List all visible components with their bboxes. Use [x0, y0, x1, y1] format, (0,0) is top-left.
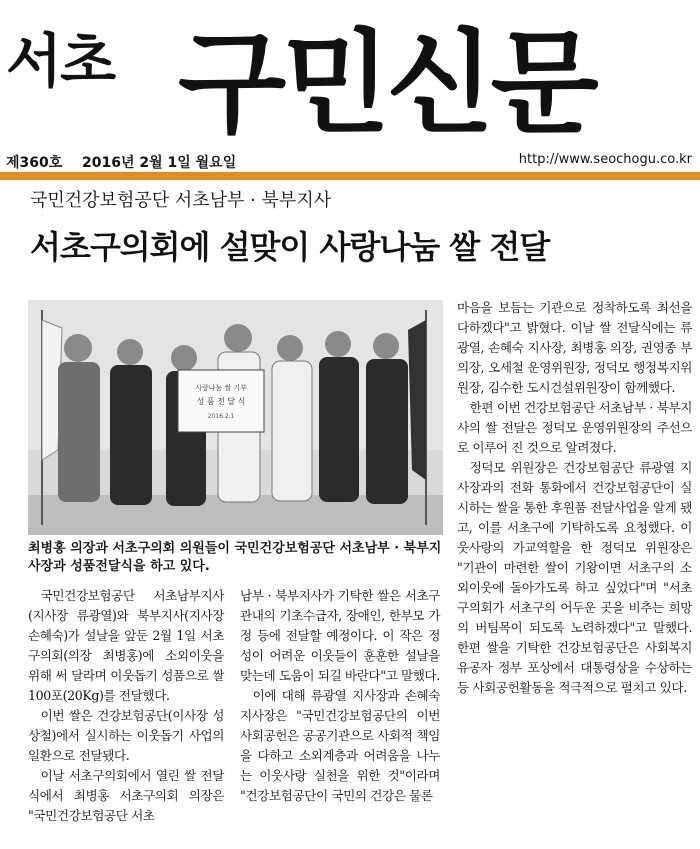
site-url[interactable]: http://www.seochogu.co.kr: [518, 152, 692, 167]
article-column-3: [457, 298, 692, 698]
article-photo: [28, 300, 443, 535]
paragraph: 이번 쌀은 건강보험공단(이사장 성상철)에서 실시하는 이웃돕기 사업의 일환으로 전달됐다.: [28, 708, 224, 763]
photo-sign-line1: 사랑나눔 쌀 기부: [195, 384, 247, 392]
paragraph: 정덕모 위원장은 건강보험공단 류광열 지사장과의 전화 통화에서 건강보험공단이 실시하는 쌀을 통한 후원품 전달사업을 알게 됐고, 이를 서초구에 기탁하도록 요청했다. 이웃사랑의 가교역할을 한 정덕모 위원장은 "기관이 마련한 쌀이 기왕이면 서초구의 소외이웃에 돌아가도록 하고 싶었다"며 "서초구의회가 서초구의 어두운 곳을 비추는 희망의 버팀목이 되도록 노력하겠다"고 말했다. 한편 쌀을 기탁한 건강보험공단은 사회복지유공자 정부 포상에서 대통령상을 수상하는 등 사회공헌활동을 적극적으로 펼치고 있다.: [457, 460, 692, 695]
paragraph: 이에 대해 류광열 지사장과 손혜숙 지사장은 "국민건강보험공단의 이번 사회공헌은 공공기관으로 사회적 책임을 다하고 소외계층과 어려움을 나누는 이웃사랑 실천을 위한 것"이라며 "건강보험공단이 국민의 건강은 물론: [240, 688, 440, 803]
paragraph: 남부 · 북부지사가 기탁한 쌀은 서초구 관내의 기초수급자, 장애인, 한부모 가정 등에 전달할 예정이다. 이 작은 정성이 어려운 이웃들이 훈훈한 설날을 맞는데 도움이 되길 바란다"고 말했다.: [240, 588, 440, 683]
article-column-2: [240, 586, 440, 806]
paragraph: 국민건강보험공단 서초남부지사(지사장 류광열)와 북부지사(지사장 손혜숙)가 설날을 앞둔 2월 1일 서초구의회(의장 최병홍)에 소외이웃을 위해 써 달라며 이웃돕기 성품으로 쌀 100포(20Kg)를 전달했다.: [28, 588, 224, 703]
masthead: [0, 0, 700, 148]
masthead-region: 서초: [6, 27, 115, 95]
photo-sign-line3: 2016.2.1: [207, 413, 235, 420]
paragraph: 이날 서초구의회에서 열린 쌀 전달식에서 최병홍 서초구의회 의장은 "국민건강보험공단 서초: [28, 768, 224, 823]
photo-caption: 최병홍 의장과 서초구의회 의원들이 국민건강보험공단 서초남부 · 북부지사장과 성품전달식을 하고 있다.: [28, 541, 442, 574]
article-headline: 서초구의회에 설맞이 사랑나눔 쌀 전달: [30, 228, 550, 266]
photo-scene: [28, 300, 443, 535]
paragraph: 마음을 보듬는 기관으로 정착하도록 최선을 다하겠다"고 밝혔다. 이날 쌀 전달식에는 류광열, 손혜숙 지사장, 최병홍 의장, 권영종 부의장, 오세철 운영위원장, 정덕모 행정복지위원장, 김수한 도시건설위원장이 함께했다.: [457, 300, 692, 395]
issue-number: 제360호: [6, 155, 63, 171]
article-subhead: 국민건강보험공단 서초남부 · 북부지사: [30, 190, 332, 211]
masthead-title: 구민신문: [178, 19, 595, 149]
article-column-1: [28, 586, 224, 826]
photo-sign-line2: 성 품 전 달 식: [196, 397, 246, 406]
paragraph: 한편 이번 건강보험공단 서초남부 · 북부지사의 쌀 전달은 정덕모 운영위원장의 주선으로 이루어 진 것으로 알려졌다.: [457, 400, 692, 455]
header-rule: [0, 172, 700, 180]
issue-date: 2016년 2월 1일 월요일: [82, 155, 237, 171]
